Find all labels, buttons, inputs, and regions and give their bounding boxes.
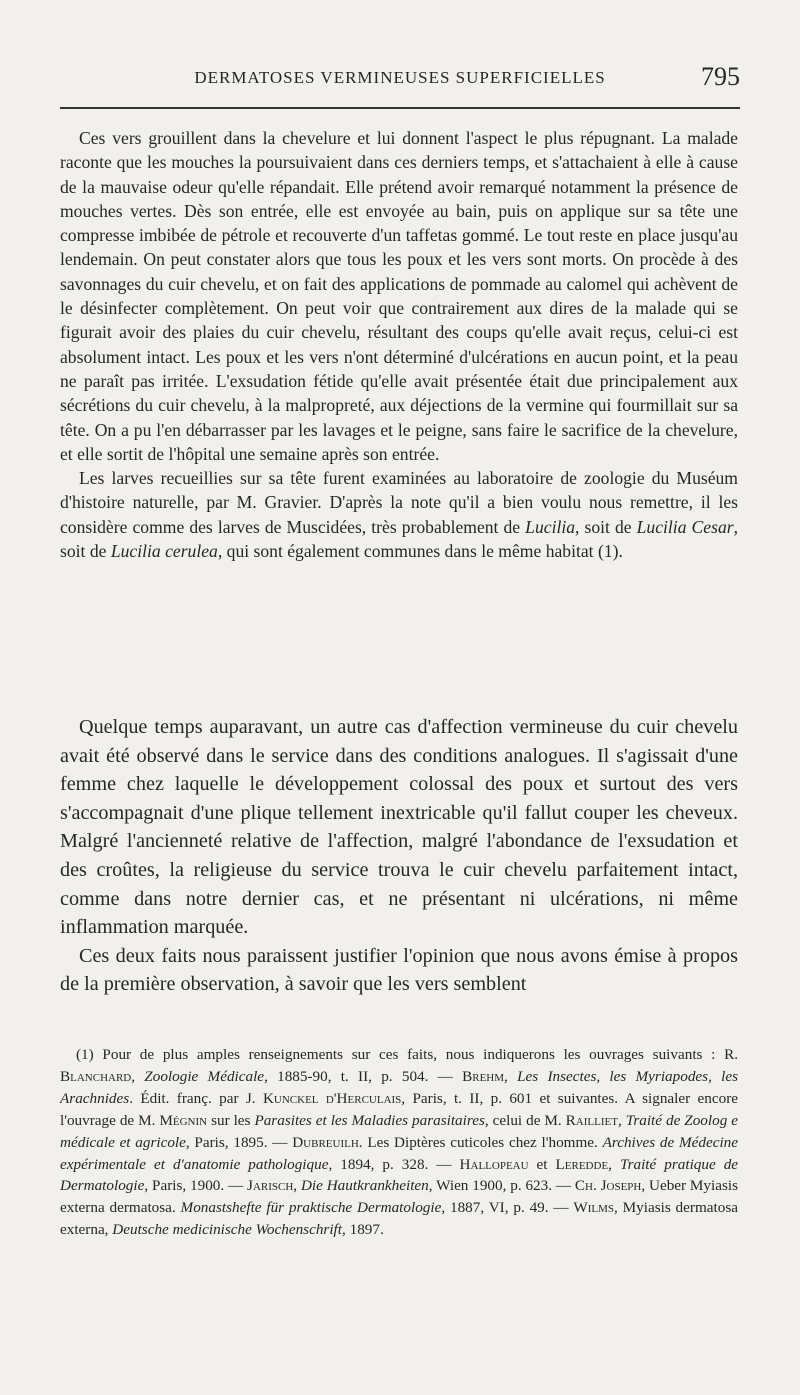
text-run: ,: [504, 1067, 518, 1085]
work-title: Zoologie Médicale: [144, 1067, 265, 1085]
paragraph-2: [60, 466, 738, 563]
text-run: ,: [617, 1111, 626, 1129]
text-run: , qui sont également communes dans le même habitat (1).: [217, 541, 623, 562]
text-run: , Paris, 1900. —: [144, 1177, 248, 1195]
page-number: 795: [701, 62, 740, 91]
running-title: DERMATOSES VERMINEUSES SUPERFICIELLES: [194, 68, 606, 87]
footnote: [60, 1044, 738, 1241]
discussion-text: [60, 713, 738, 999]
text-run: ,: [293, 1177, 301, 1195]
header-rule: [60, 107, 740, 109]
text-run: , 1885-90, t. II, p. 504. —: [264, 1067, 463, 1085]
text-run: , soit de: [60, 516, 738, 562]
text-run: , Wien 1900, p. 623. —: [428, 1177, 575, 1195]
text-run: , 1887, VI, p. 49. —: [441, 1199, 574, 1217]
text-run: , Paris, t. II, p. 601 et suivantes. A signaler encore l'ouvrage de M.: [60, 1089, 738, 1129]
species-name: Lucilia: [525, 516, 576, 537]
text-run: , Ueber Myiasis externa dermatosa.: [60, 1177, 739, 1217]
author-name: Wilms: [573, 1199, 615, 1217]
footnote-text: [60, 1044, 738, 1241]
work-title: Les Insectes, les Myriapodes, les Arachnides: [60, 1067, 738, 1107]
text-run: (1) Pour de plus amples renseignements sur ces faits, nous indiquerons les ouvrages suivants : R.: [76, 1046, 738, 1063]
work-title: Parasites et les Maladies parasitaires: [254, 1111, 485, 1129]
author-name: Blanchard: [60, 1067, 132, 1085]
running-head: [60, 62, 740, 98]
text-run: Les larves recueillies sur sa tête furent examinées au laboratoire de zoologie du Muséum d'histoire naturelle, par M. Gravier. D'après la note qu'il a bien voulu nous remettre, il les considère comme des larves de Muscidées, très probablement de: [60, 468, 738, 537]
author-name: Railliet: [565, 1111, 618, 1129]
author-name: Kunckel d'Herculais: [262, 1089, 402, 1107]
author-name: Hallopeau: [459, 1155, 529, 1173]
work-title: Monastshefte für praktische Dermatologie: [180, 1199, 442, 1217]
text-run: . Édit. franç. par J.: [129, 1089, 263, 1107]
text-run: sur les: [207, 1111, 255, 1129]
text-run: , celui de M.: [484, 1111, 566, 1129]
text-run: ,: [608, 1155, 620, 1173]
text-run: ,: [131, 1067, 145, 1085]
author-name: Jarisch: [247, 1177, 294, 1195]
text-run: , soit de: [575, 516, 637, 537]
work-title: Archives de Médecine expérimentale et d'anatomie pathologique: [60, 1133, 739, 1173]
work-title: Die Hautkrankheiten: [300, 1177, 429, 1195]
paragraph-4: Ces deux faits nous paraissent justifier l'opinion que nous avons émise à propos de la première observation, à savoir que les vers semblent: [60, 944, 738, 996]
text-run: , Myiasis dermatosa externa,: [60, 1199, 738, 1239]
author-name: Ch. Joseph: [574, 1177, 642, 1195]
text-run: , 1897.: [342, 1221, 384, 1239]
author-name: Dubreuilh: [292, 1133, 359, 1151]
text-run: , Paris, 1895. —: [185, 1133, 293, 1151]
work-title: Traité de Zoolog e médicale et agricole: [60, 1111, 739, 1151]
observation-text: [60, 126, 738, 563]
species-name: Lucilia Cesar: [636, 516, 734, 537]
text-run: , 1894, p. 328. —: [328, 1155, 460, 1173]
author-name: Leredde: [555, 1155, 609, 1173]
paragraph-3: Quelque temps auparavant, un autre cas d'affection vermineuse du cuir chevelu avait été observé dans le service dans des conditions analogues. Il s'agissait d'une femme chez laquelle le développement colossal des poux et surtout des vers s'accompagnait d'une plique tellement inextricable qu'il fallut couper les cheveux. Malgré l'ancienneté relative de l'affection, malgré l'abondance de l'exsudation et des croûtes, la religieuse du service trouva le cuir chevelu parfaitement intact, comme dans notre dernier cas, et ne présentant ni ulcérations, ni même inflammation marquée.: [60, 716, 738, 939]
paragraph-1: Ces vers grouillent dans la chevelure et lui donnent l'aspect le plus répugnant. La malade raconte que les mouches la poursuivaient dans ces derniers temps, et s'attachaient à elle à cause de la mauvaise odeur qu'elle répandait. Elle prétend avoir remarqué notamment la présence de mouches vertes. Dès son entrée, elle est envoyée au bain, puis on applique sur sa tête une compresse imbibée de pétrole et recouverte d'un taffetas gommé. Le tout reste en place jusqu'au lendemain. On peut constater alors que tous les poux et les vers sont morts. On procède à des savonnages du cuir chevelu, et on fait des applications de pommade au calomel qui achèvent de le désinfecter complètement. On peut voir que contrairement aux dires de la malade qui se figurait avoir des plaies du cuir chevelu, résultant des coups qu'elle avait reçus, celui-ci est absolument intact. Les poux et les vers n'ont déterminé d'ulcérations en aucun point, et la peau ne paraît pas irritée. L'exsudation fétide qu'elle avait présentée était due principalement aux sécrétions du cuir chevelu, à la malpropreté, aux déjections de la vermine qui fourmillait sur sa tête. On a pu l'en débarrasser par les lavages et le peigne, sans faire le sacrifice de la chevelure, et elle sortit de l'hôpital une semaine après son entrée.: [60, 128, 738, 464]
text-run: . Les Diptères cuticoles chez l'homme.: [358, 1133, 603, 1151]
species-name: Lucilia cerulea: [110, 541, 218, 562]
author-name: Brehm: [462, 1067, 505, 1085]
work-title: Traité pratique de Dermatologie: [60, 1155, 739, 1195]
author-name: Mégnin: [159, 1111, 208, 1129]
text-run: et: [528, 1155, 556, 1173]
work-title: Deutsche medicinische Wochenschrift: [112, 1221, 342, 1239]
